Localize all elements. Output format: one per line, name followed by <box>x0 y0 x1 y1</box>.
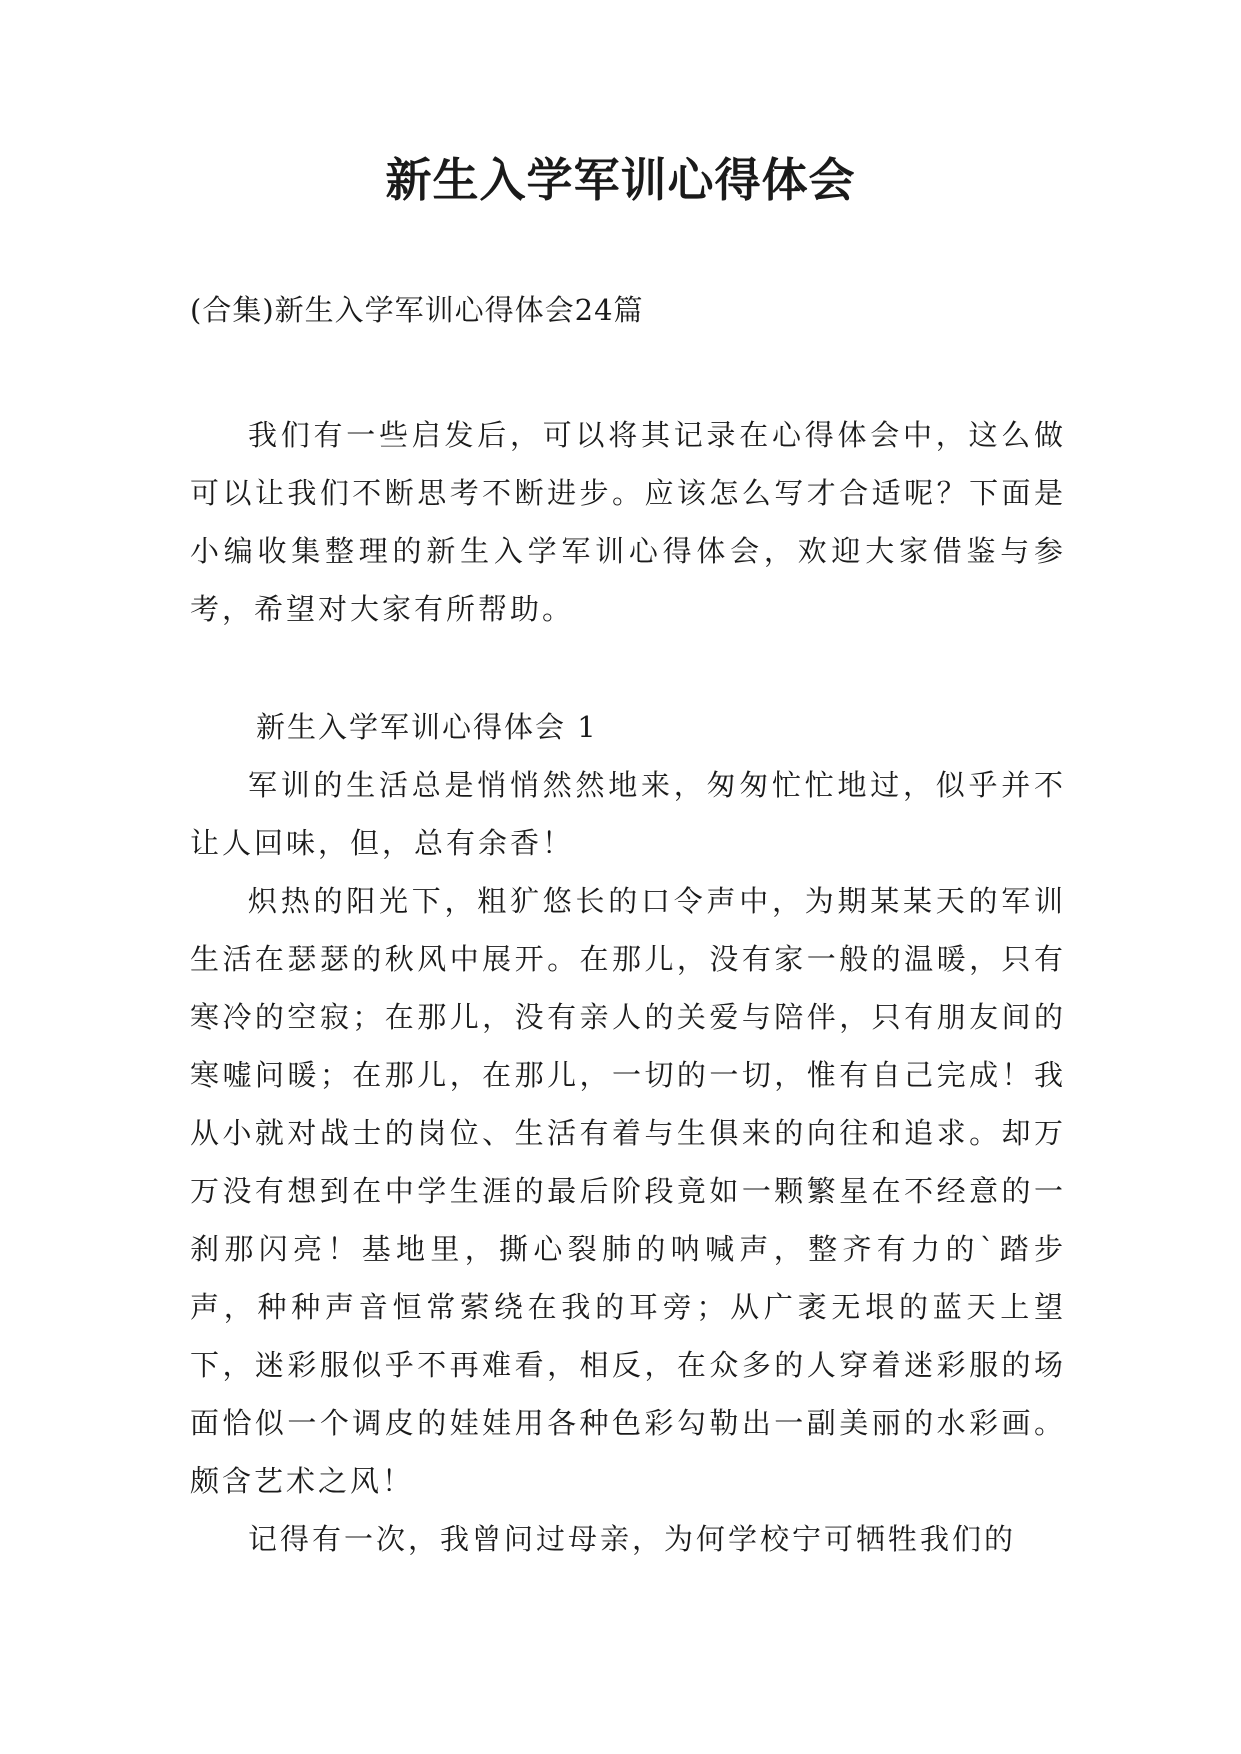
body-paragraph: 炽热的阳光下，粗犷悠长的口令声中，为期某某天的军训生活在瑟瑟的秋风中展开。在那儿，没有家一般的温暖，只有寒冷的空寂；在那儿，没有亲人的关爱与陪伴，只有朋友间的寒嘘问暖；在那儿，在那儿，一切的一切，惟有自己完成！我从小就对战士的岗位、生活有着与生俱来的向往和追求。却万万没有想到在中学生涯的最后阶段竟如一颗繁星在不经意的一刹那闪亮！基地里，撕心裂肺的呐喊声，整齐有力的`踏步声，种种声音恒常萦绕在我的耳旁；从广袤无垠的蓝天上望下，迷彩服似乎不再难看，相反，在众多的人穿着迷彩服的场面恰似一个调皮的娃娃用各种色彩勾勒出一副美丽的水彩画。颇含艺术之风！ <box>190 884 1066 1498</box>
section-body <box>190 756 1066 1568</box>
intro-paragraph: 我们有一些启发后，可以将其记录在心得体会中，这么做可以让我们不断思考不断进步。应该怎么写才合适呢？下面是小编收集整理的新生入学军训心得体会，欢迎大家借鉴与参考，希望对大家有所帮助。 <box>190 418 1066 626</box>
section-heading: 新生入学军训心得体会 1 <box>256 710 598 744</box>
intro-block <box>190 406 1066 638</box>
body-paragraph: 军训的生活总是悄悄然然地来，匆匆忙忙地过，似乎并不让人回味，但，总有余香！ <box>190 768 1066 860</box>
document-subtitle: (合集)新生入学军训心得体会24篇 <box>190 293 644 327</box>
document-title: 新生入学军训心得体会 <box>385 153 856 207</box>
body-paragraph: 记得有一次，我曾问过母亲，为何学校宁可牺牲我们的 <box>248 1522 1017 1556</box>
